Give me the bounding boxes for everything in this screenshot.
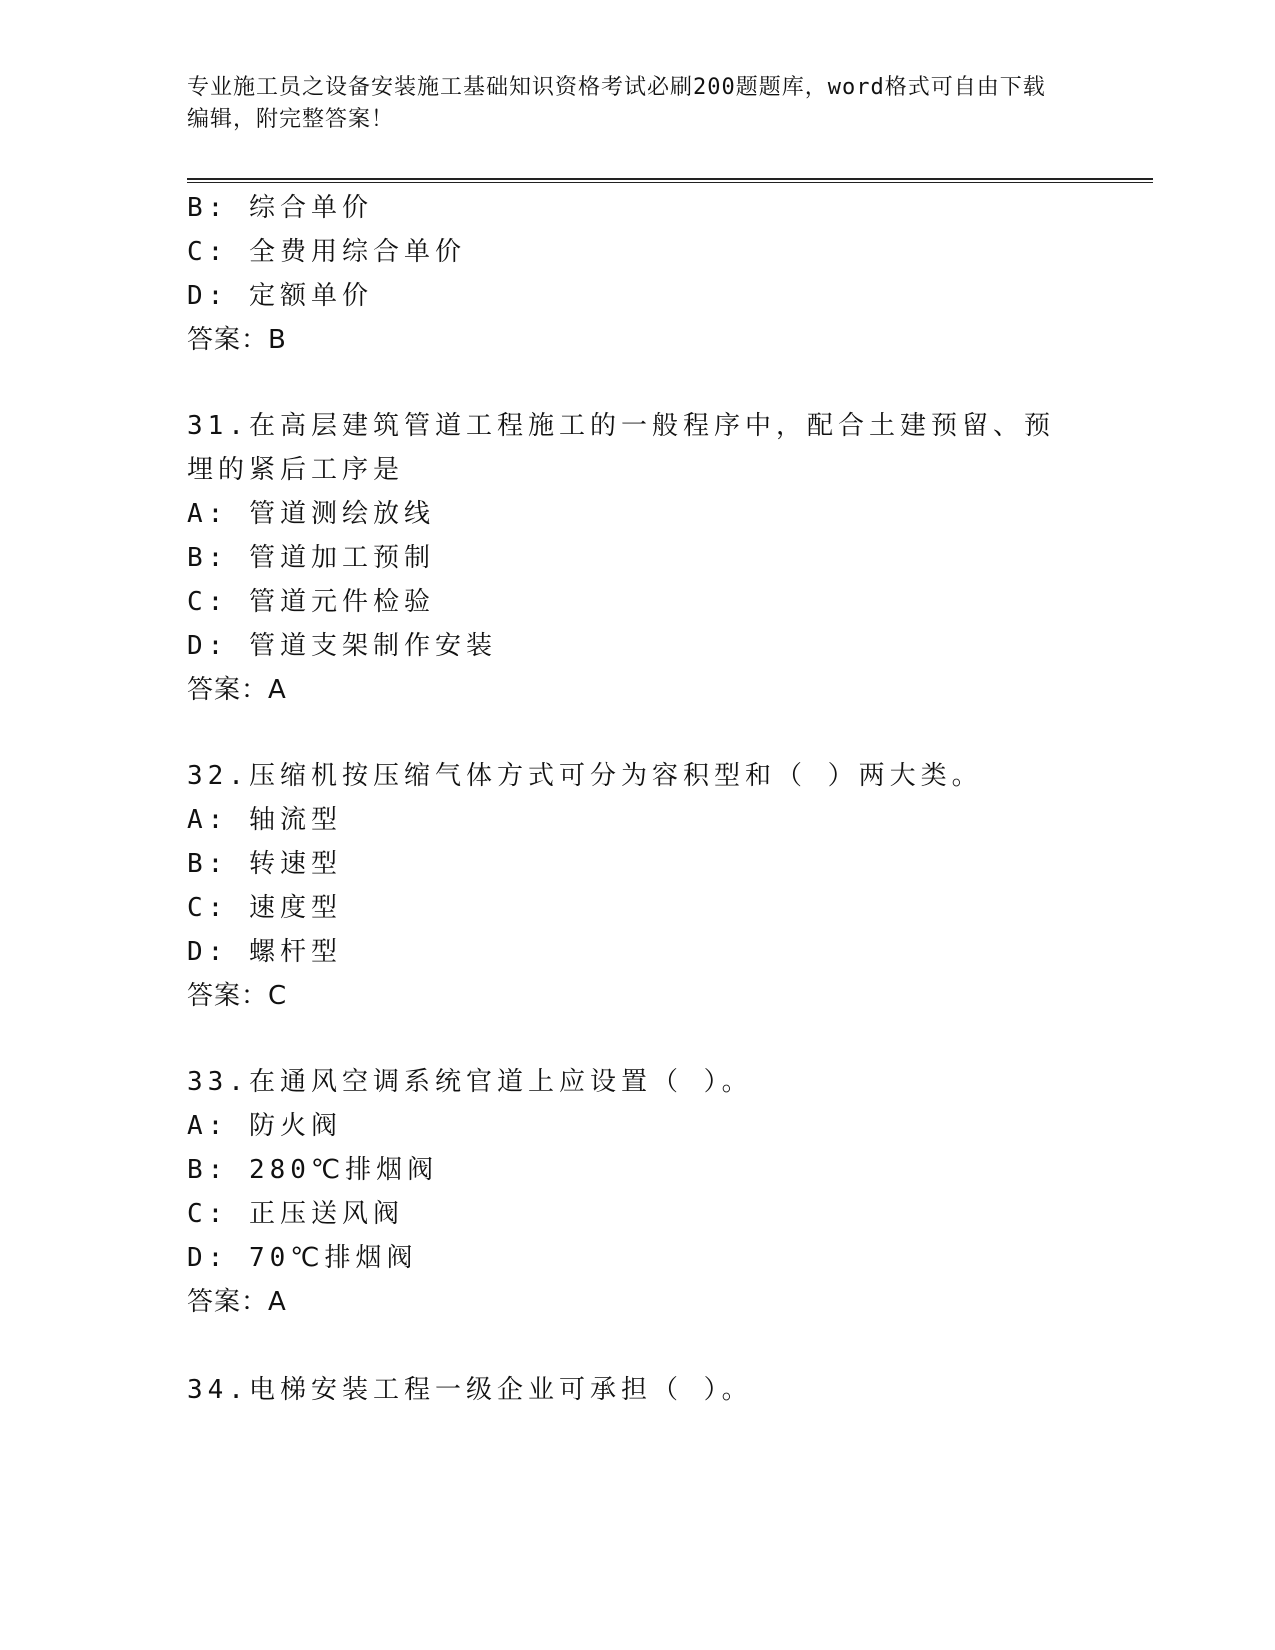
header-rule-thin — [187, 182, 1153, 183]
q31-option-a: A: 管道测绘放线 — [187, 499, 435, 529]
q33-option-d: D: 70℃排烟阀 — [187, 1243, 418, 1273]
q34-question: 34.电梯安装工程一级企业可承担（ ）。 — [187, 1375, 753, 1405]
q33-question: 33.在通风空调系统官道上应设置（ ）。 — [187, 1067, 753, 1097]
prev-option-b: B: 综合单价 — [187, 193, 373, 223]
q32-question: 32.压缩机按压缩气体方式可分为容积型和（ ）两大类。 — [187, 761, 983, 791]
q32-option-b: B: 转速型 — [187, 849, 342, 879]
q31-answer: 答案：A — [187, 675, 287, 705]
q31-question: 31.在高层建筑管道工程施工的一般程序中，配合土建预留、预埋的紧后工序是 — [187, 411, 1055, 485]
document-header: 专业施工员之设备安装施工基础知识资格考试必刷200题题库，word格式可自由下载编辑，附完整答案！ — [187, 75, 1046, 132]
header-rule-thick — [187, 178, 1153, 180]
q31-option-b: B: 管道加工预制 — [187, 543, 435, 573]
q33-option-c: C: 正压送风阀 — [187, 1199, 404, 1229]
prev-option-c: C: 全费用综合单价 — [187, 237, 466, 267]
prev-option-d: D: 定额单价 — [187, 281, 373, 311]
q32-option-a: A: 轴流型 — [187, 805, 342, 835]
q32-option-d: D: 螺杆型 — [187, 937, 342, 967]
q33-option-a: A: 防火阀 — [187, 1111, 342, 1141]
q31-option-d: D: 管道支架制作安装 — [187, 631, 497, 661]
q32-answer: 答案：C — [187, 981, 288, 1011]
q33-answer: 答案：A — [187, 1287, 287, 1317]
q32-option-c: C: 速度型 — [187, 893, 342, 923]
q33-option-b: B: 280℃排烟阀 — [187, 1155, 439, 1185]
prev-answer: 答案：B — [187, 325, 287, 355]
q31-option-c: C: 管道元件检验 — [187, 587, 435, 617]
